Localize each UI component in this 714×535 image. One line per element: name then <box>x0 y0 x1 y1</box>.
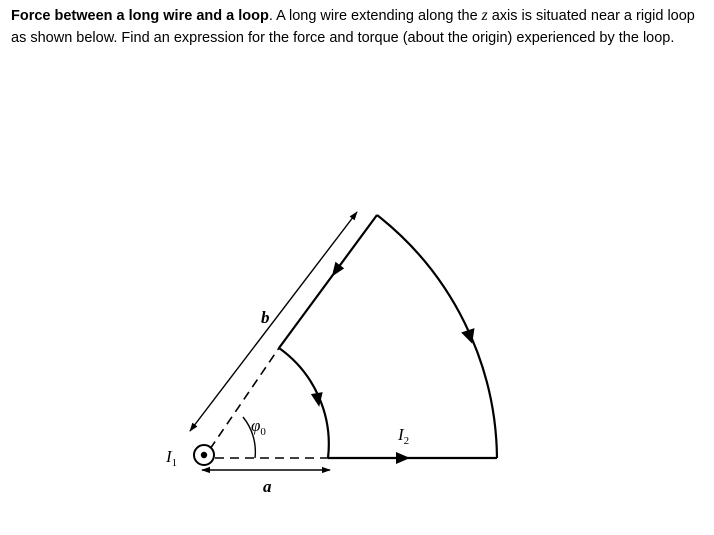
inner-radius-label: a <box>263 477 272 496</box>
dashed-angled-line <box>210 345 281 449</box>
current-arrow-outer-arc <box>461 328 479 346</box>
problem-text-part-1: A long wire extending along the <box>276 8 482 24</box>
wire-current-label: $I_1$ <box>166 447 178 469</box>
loop-outer-arc <box>377 215 497 458</box>
title-period: . <box>268 8 277 24</box>
loop-angled-segment <box>279 215 377 348</box>
current-arrow-bottom <box>396 452 410 464</box>
loop-inner-arc <box>279 348 329 458</box>
axis-variable: z <box>481 7 488 24</box>
angle-label: $\varphi_0$ <box>251 416 266 438</box>
problem-text-part-2: axis is situated near a rigid loop as shown below. Find an expression for the force and torque (about the origin) experienced by the loop. <box>11 8 695 46</box>
radial-length-label: b <box>261 308 270 327</box>
current-out-of-page-icon <box>194 445 214 465</box>
loop-current-label: $I_2$ <box>398 425 410 447</box>
problem-title: Force between a long wire and a loop <box>11 8 269 24</box>
dimension-b-arrow <box>190 212 357 431</box>
